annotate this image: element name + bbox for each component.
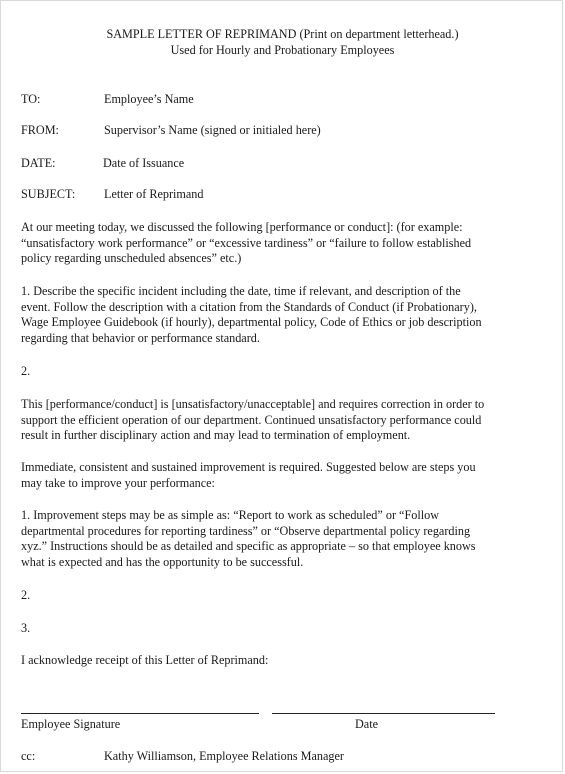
incident-1-line: event. Follow the description with a citation from the Standards of Conduct (if Probationary), — [21, 299, 477, 314]
consequence-paragraph — [21, 397, 551, 444]
step-1-line: 1. Improvement steps may be as simple as: “Report to work as scheduled” or “Follow — [21, 508, 440, 522]
step-3-number: 3. — [21, 621, 31, 635]
letter-title: SAMPLE LETTER OF REPRIMAND (Print on department letterhead.) — [106, 27, 459, 41]
consequence-line: support the efficient operation of our department. Continued unsatisfactory performance could — [21, 412, 482, 427]
incident-1-line: regarding that behavior or performance standard. — [21, 330, 260, 345]
incident-1-paragraph — [21, 284, 551, 346]
incident-2-number: 2. — [21, 364, 31, 378]
to-value: Employee’s Name — [104, 92, 194, 106]
improvement-line: may take to improve your performance: — [21, 475, 215, 490]
consequence-line: This [performance/conduct] is [unsatisfactory/unacceptable] and requires correction in order to — [21, 397, 485, 411]
cc-label: cc: — [21, 749, 36, 763]
cc-value: Kathy Williamson, Employee Relations Manager — [104, 749, 344, 763]
consequence-line: result in further disciplinary action and may lead to termination of employment. — [21, 428, 411, 443]
intro-line: “unsatisfactory work performance” or “excessive tardiness” or “failure to follow established — [21, 235, 472, 250]
improvement-line: Immediate, consistent and sustained improvement is required. Suggested below are steps you — [21, 460, 476, 474]
intro-line: policy regarding unscheduled absences” etc.) — [21, 251, 242, 266]
subject-value: Letter of Reprimand — [104, 187, 204, 201]
letter-subtitle: Used for Hourly and Probationary Employees — [170, 43, 395, 57]
signature-date-label: Date — [355, 717, 379, 731]
incident-1-line: Wage Employee Guidebook (if hourly), departmental policy, Code of Ethics or job description — [21, 315, 482, 330]
to-label: TO: — [21, 92, 41, 106]
acknowledge-text: I acknowledge receipt of this Letter of Reprimand: — [21, 653, 269, 667]
employee-signature-label: Employee Signature — [21, 717, 121, 731]
date-label: DATE: — [21, 156, 56, 170]
employee-signature-line — [21, 713, 259, 714]
improvement-paragraph — [21, 460, 551, 491]
incident-1-line: 1. Describe the specific incident including the date, time if relevant, and description of the — [21, 284, 461, 298]
from-label: FROM: — [21, 123, 59, 137]
subject-label: SUBJECT: — [21, 187, 76, 201]
step-1-line: what is expected and has the opportunity to be successful. — [21, 554, 304, 569]
step-2-number: 2. — [21, 588, 31, 602]
intro-paragraph — [21, 220, 551, 267]
date-value: Date of Issuance — [103, 156, 185, 170]
intro-line: At our meeting today, we discussed the following [performance or conduct]: (for example: — [21, 220, 463, 234]
step-1-line: departmental procedures for reporting tardiness” or “Observe departmental policy regarding — [21, 523, 471, 538]
from-value: Supervisor’s Name (signed or initialed here) — [104, 123, 321, 137]
date-signature-line — [272, 713, 495, 714]
step-1-paragraph — [21, 508, 551, 570]
step-1-line: xyz.” Instructions should be as detailed and specific as appropriate – so that employee knows — [21, 539, 476, 554]
